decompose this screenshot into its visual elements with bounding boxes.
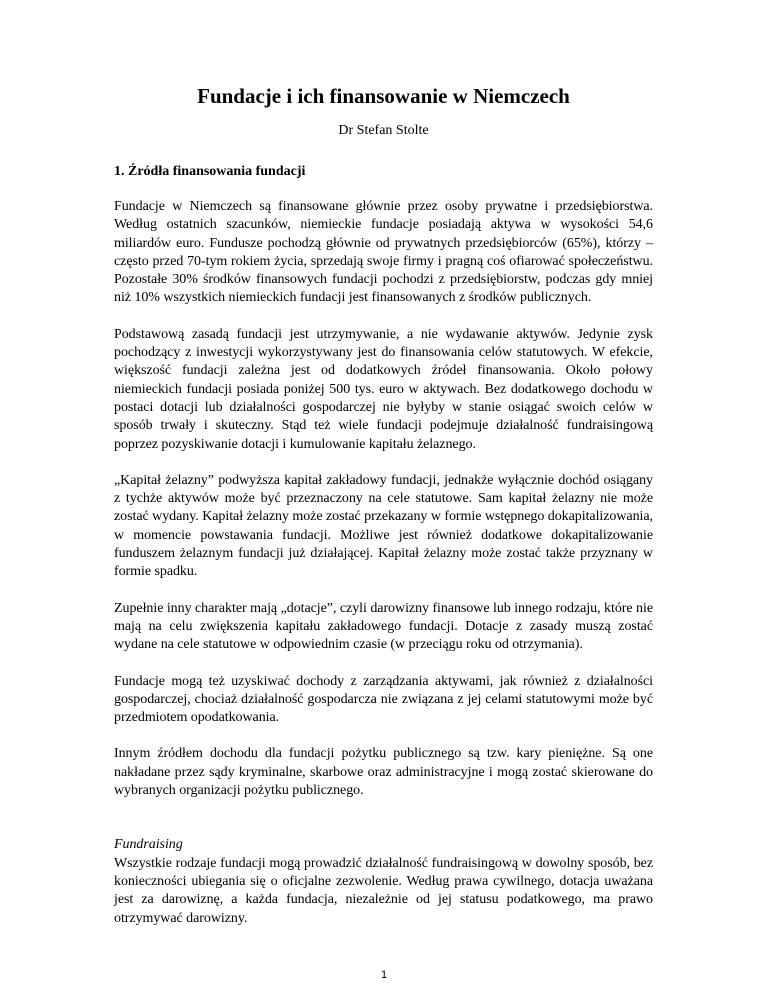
paragraph-donations: Zupełnie inny charakter mają „dotacje”, czyli darowizny finansowe lub innego rodzaju, które nie mają na celu zwiększenia kapitału zakładowego fundacji. Dotacje z zasady muszą zostać wydane na cele statutowe w odpowiednim czasie (w przeciągu roku od otrzymania). — [114, 600, 653, 653]
document-author: Dr Stefan Stolte — [338, 123, 429, 138]
paragraph-asset-income: Fundacje mogą też uzyskiwać dochody z zarządzania aktywami, jak również z działalności gospodarczej, chociaż działalność gospodarcza nie związana z jej celami statutowymi może być przedmiotem opodatkowania. — [114, 673, 653, 726]
document-title: Fundacje i ich finansowanie w Niemczech — [197, 84, 570, 108]
paragraph-fundraising: Wszystkie rodzaje fundacji mogą prowadzić działalność fundraisingową w dowolny sposób, bez konieczności ubiegania się o oficjalne zezwolenie. Według prawa cywilnego, dotacja uważana jest za darowiznę, a każda fundacja, niezależnie od jej statusu podatkowego, ma prawo otrzymywać darowizny. — [114, 855, 653, 926]
paragraph-funding-sources: Fundacje w Niemczech są finansowane głównie przez osoby prywatne i przedsiębiorstwa. Według ostatnich szacunków, niemieckie fundacje posiadają aktywa w wysokości 54,6 miliardów euro. Fundusze pochodzą głównie od prywatnych przedsiębiorców (65%), którzy – często przed 70-tym rokiem życia, sprzedają swoje firmy i pragną coś ofiarować społeczeństwu. Pozostałe 30% środków finansowych fundacji pochodzi z przedsiębiorstw, podczas gdy mniej niż 10% wszystkich niemieckich fundacji jest finansowanych z środków publicznych. — [114, 199, 653, 306]
paragraph-fines: Innym źródłem dochodu dla fundacji pożytku publicznego są tzw. kary pieniężne. Są one nakładane przez sądy kryminalne, skarbowe oraz administracyjne i mogą zostać skierowane do wybranych organizacji pożytku publicznego. — [114, 746, 653, 799]
fundraising-heading: Fundraising — [114, 837, 183, 853]
paragraph-asset-principle: Podstawową zasadą fundacji jest utrzymywanie, a nie wydawanie aktywów. Jedynie zysk pochodzący z inwestycji wykorzystywany jest do finansowania celów statutowych. W efekcie, większość fundacji zależna jest od dodatkowych źródeł finansowania. Około połowy niemieckich fundacji posiada poniżej 500 tys. euro w aktywach. Bez dodatkowego dochodu w postaci dotacji lub działalności gospodarczej nie byłyby w stanie osiągać swoich celów w sposób trwały i skuteczny. Stąd też wiele fundacji podejmuje działalność fundraisingową poprzez pozyskiwanie dotacji i kumulowanie kapitału żelaznego. — [114, 326, 653, 452]
paragraph-endowment-capital: „Kapitał żelazny” podwyższa kapitał zakładowy fundacji, jednakże wyłącznie dochód osiągany z tychże aktywów może być przeznaczony na cele statutowe. Sam kapitał żelazny nie może zostać wydany. Kapitał żelazny może zostać przekazany w formie wstępnego dokapitalizowania, w momencie powstawania fundacji. Możliwe jest również dodatkowe dokapitalizowanie funduszem żelaznym fundacji już działającej. Kapitał żelazny może zostać także przyznany w formie spadku. — [114, 472, 653, 580]
page-number: 1 — [380, 969, 388, 981]
fundraising-block — [114, 836, 653, 927]
document-body — [114, 82, 653, 928]
section-heading: 1. Źródła finansowania fundacji — [114, 164, 306, 179]
